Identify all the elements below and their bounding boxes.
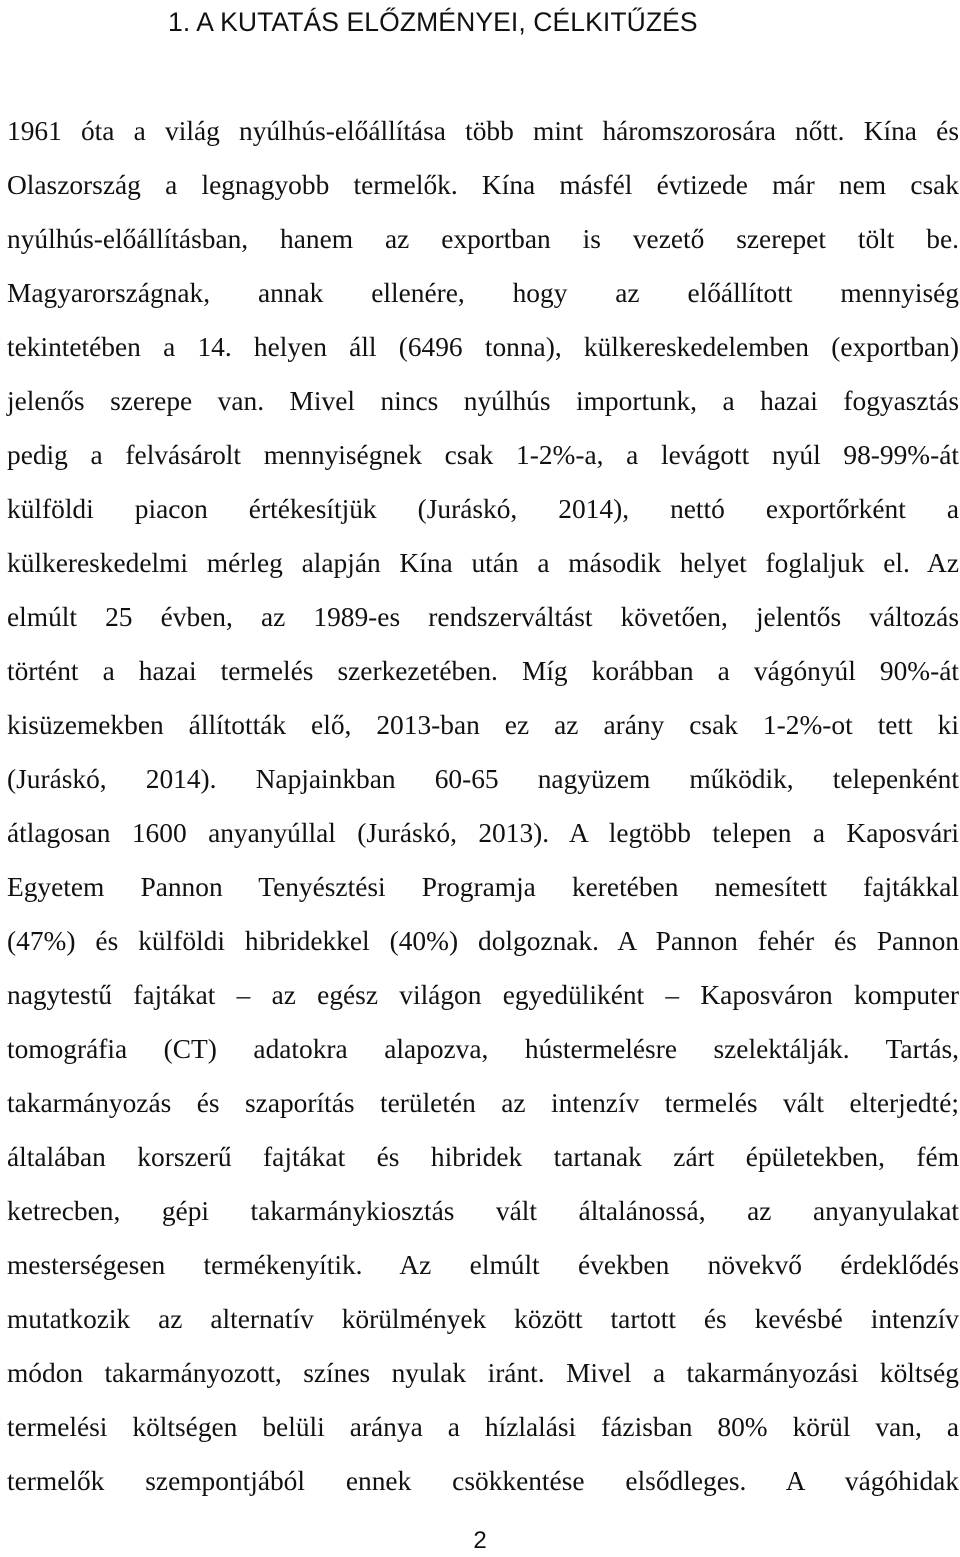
paragraph-line: külkereskedelmi mérleg alapján Kína után a második helyet foglaljuk el. Az xyxy=(7,548,959,578)
paragraph-line: 1961 óta a világ nyúlhús-előállítása több mint háromszorosára nőtt. Kína és xyxy=(7,116,959,146)
paragraph-line: jelenős szerepe van. Mivel nincs nyúlhús importunk, a hazai fogyasztás xyxy=(7,386,959,416)
paragraph-line: külföldi piacon értékesítjük (Juráskó, 2014), nettó exportőrként a xyxy=(7,494,959,524)
paragraph-line: Olaszország a legnagyobb termelők. Kína másfél évtizede már nem csak xyxy=(7,170,959,200)
paragraph-line: termelési költségen belüli aránya a hízlalási fázisban 80% körül van, a xyxy=(7,1412,959,1442)
paragraph-line: termelők szempontjából ennek csökkentése elsődleges. A vágóhidak xyxy=(7,1466,959,1496)
paragraph-line: nagytestű fajtákat – az egész világon egyedüliként – Kaposváron komputer xyxy=(7,980,959,1010)
paragraph-line: módon takarmányozott, színes nyulak iránt. Mivel a takarmányozási költség xyxy=(7,1358,959,1388)
paragraph-line: nyúlhús-előállításban, hanem az exportban is vezető szerepet tölt be. xyxy=(7,224,959,254)
paragraph-line: takarmányozás és szaporítás területén az intenzív termelés vált elterjedté; xyxy=(7,1088,959,1118)
section-heading: 1. A KUTATÁS ELŐZMÉNYEI, CÉLKITŰZÉS xyxy=(168,7,698,37)
paragraph-line: (Juráskó, 2014). Napjainkban 60-65 nagyüzem működik, telepenként xyxy=(7,764,959,794)
page-number: 2 xyxy=(473,1527,487,1554)
paragraph-line: pedig a felvásárolt mennyiségnek csak 1-2%-a, a levágott nyúl 98-99%-át xyxy=(7,440,959,470)
paragraph-line: ketrecben, gépi takarmánykiosztás vált általánossá, az anyanyulakat xyxy=(7,1196,959,1226)
paragraph-line: mutatkozik az alternatív körülmények között tartott és kevésbé intenzív xyxy=(7,1304,959,1334)
paragraph-line: (47%) és külföldi hibridekkel (40%) dolgoznak. A Pannon fehér és Pannon xyxy=(7,926,959,956)
paragraph-line: Magyarországnak, annak ellenére, hogy az előállított mennyiség xyxy=(7,278,959,308)
paragraph-line: Egyetem Pannon Tenyésztési Programja keretében nemesített fajtákkal xyxy=(7,872,959,902)
paragraph-line: tomográfia (CT) adatokra alapozva, hústermelésre szelektálják. Tartás, xyxy=(7,1034,959,1064)
paragraph-line: átlagosan 1600 anyanyúllal (Juráskó, 2013). A legtöbb telepen a Kaposvári xyxy=(7,818,959,848)
paragraph-line: általában korszerű fajtákat és hibridek tartanak zárt épületekben, fém xyxy=(7,1142,959,1172)
paragraph-line: elmúlt 25 évben, az 1989-es rendszerváltást követően, jelentős változás xyxy=(7,602,959,632)
paragraph-line: mesterségesen termékenyítik. Az elmúlt években növekvő érdeklődés xyxy=(7,1250,959,1280)
paragraph-line: tekintetében a 14. helyen áll (6496 tonna), külkereskedelemben (exportban) xyxy=(7,332,959,362)
body-paragraph xyxy=(7,104,959,1508)
paragraph-line: történt a hazai termelés szerkezetében. Míg korábban a vágónyúl 90%-át xyxy=(7,656,959,686)
paragraph-line: kisüzemekben állították elő, 2013-ban ez az arány csak 1-2%-ot tett ki xyxy=(7,710,959,740)
